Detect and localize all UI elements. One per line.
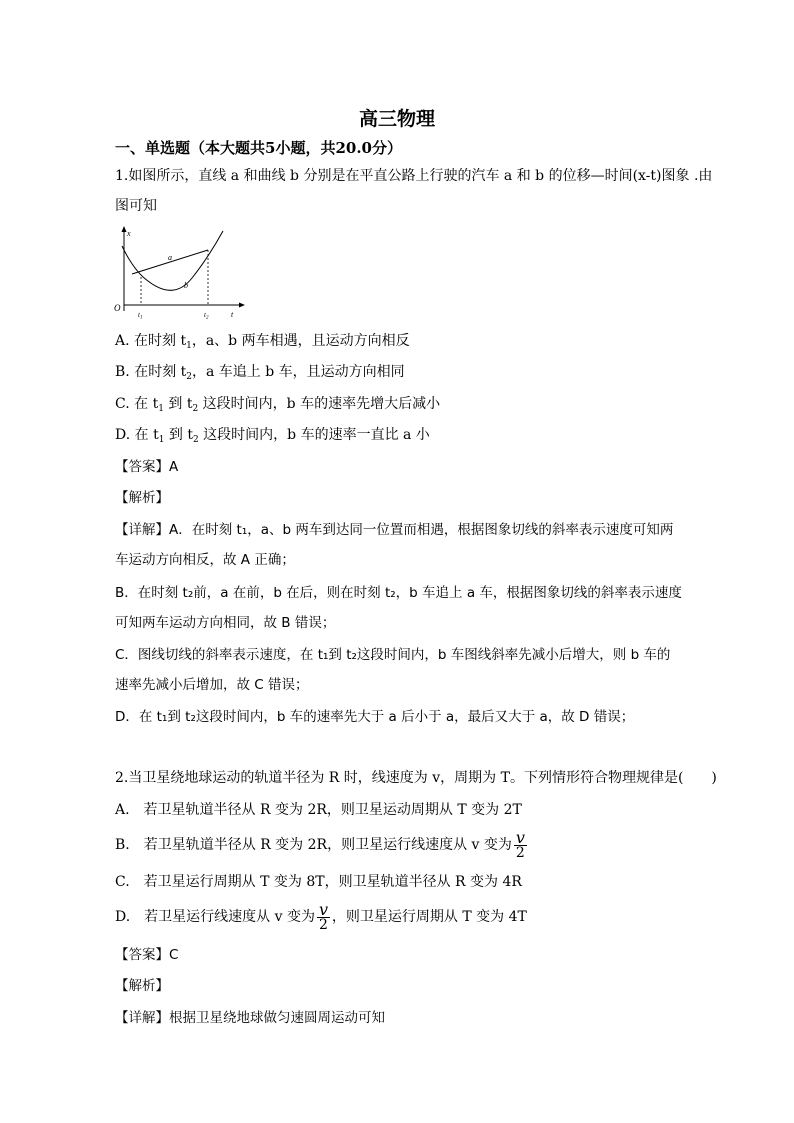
- t2-tick-label: $t_2$: [204, 311, 209, 321]
- page-title: 高三物理: [358, 108, 435, 130]
- q1-answer: 【答案】A: [115, 459, 179, 475]
- q2-option-a: A. 若卫星轨道半径从 R 变为 2R，则卫星运动周期从 T 变为 2T: [115, 802, 522, 818]
- fraction-v-over-2: $\frac{v}{2}$: [318, 899, 328, 933]
- q2-stem: 2.当卫星绕地球运动的轨道半径为 R 时，线速度为 v，周期为 T。下列情形符合物理规律是( ): [115, 770, 717, 786]
- q1-option-d: D. 在 $t_1$ 到 $t_2$ 这段时间内，b 车的速率一直比 a 小: [115, 427, 430, 445]
- q1-detail-line1: 【详解】A．在时刻 t₁，a、b 两车到达同一位置而相遇，根据图象切线的斜率表示速度可知两: [115, 522, 674, 538]
- curve-b: [122, 231, 223, 290]
- q1-detail-line5: C．图线切线的斜率表示速度，在 t₁到 t₂这段时间内，b 车图线斜率先减小后增大，则 b 车的: [115, 647, 671, 663]
- line-a-label: a: [168, 253, 172, 262]
- q1-detail-line3: B．在时刻 t₂前，a 在前，b 在后，则在时刻 t₂，b 车追上 a 车，根据图象切线的斜率表示速度: [115, 585, 682, 601]
- q1-stem-line1: 1.如图所示，直线 a 和曲线 b 分别是在平直公路上行驶的汽车 a 和 b 的位移—时间(x-t)图象 .由: [115, 168, 713, 184]
- t-axis-label: t: [231, 310, 234, 319]
- x-axis-label: x: [127, 229, 131, 238]
- fraction-v-over-2: $\frac{v}{2}$: [515, 827, 525, 861]
- q2-option-c: C. 若卫星运行周期从 T 变为 8T，则卫星轨道半径从 R 变为 4R: [115, 874, 522, 890]
- q2-detail-line1: 【详解】根据卫星绕地球做匀速圆周运动可知: [115, 1010, 385, 1026]
- x-axis-arrow: [122, 226, 127, 232]
- q1-detail-line4: 可知两车运动方向相同，故 B 错误；: [115, 615, 336, 631]
- q1-option-c: C. 在 $t_1$ 到 $t_2$ 这段时间内，b 车的速率先增大后减小: [115, 396, 441, 414]
- q1-option-a: A. 在时刻 $t_1$，a、b 两车相遇，且运动方向相反: [115, 333, 410, 351]
- origin-label: O: [114, 303, 121, 313]
- q1-option-b: B. 在时刻 $t_2$，a 车追上 b 车，且运动方向相同: [115, 364, 405, 382]
- q2-option-b: B. 若卫星轨道半径从 R 变为 2R，则卫星运行线速度从 v 变为 $\frac{v}{2}$: [115, 827, 525, 861]
- q2-answer: 【答案】C: [115, 947, 179, 963]
- x-t-graph: [112, 223, 254, 323]
- q2-option-d: D. 若卫星运行线速度从 v 变为 $\frac{v}{2}$ ，则卫星运行周期从 T 变为 4T: [115, 899, 527, 933]
- q1-detail-line7: D．在 t₁到 t₂这段时间内，b 车的速率先大于 a 后小于 a，最后又大于 a，故 D 错误；: [115, 709, 635, 725]
- q1-detail-line6: 速率先减小后增加，故 C 错误；: [115, 677, 309, 693]
- q1-stem-line2: 图可知: [115, 198, 157, 214]
- q2-analysis-label: 【解析】: [115, 978, 169, 994]
- q1-analysis-label: 【解析】: [115, 490, 169, 506]
- t-axis-arrow: [239, 303, 245, 308]
- q1-detail-line2: 车运动方向相反，故 A 正确；: [115, 552, 295, 568]
- t1-tick-label: $t_1$: [138, 311, 143, 321]
- curve-b-label: b: [184, 281, 188, 290]
- section-heading: 一、单选题（本大题共5小题，共20.0分）: [115, 139, 402, 157]
